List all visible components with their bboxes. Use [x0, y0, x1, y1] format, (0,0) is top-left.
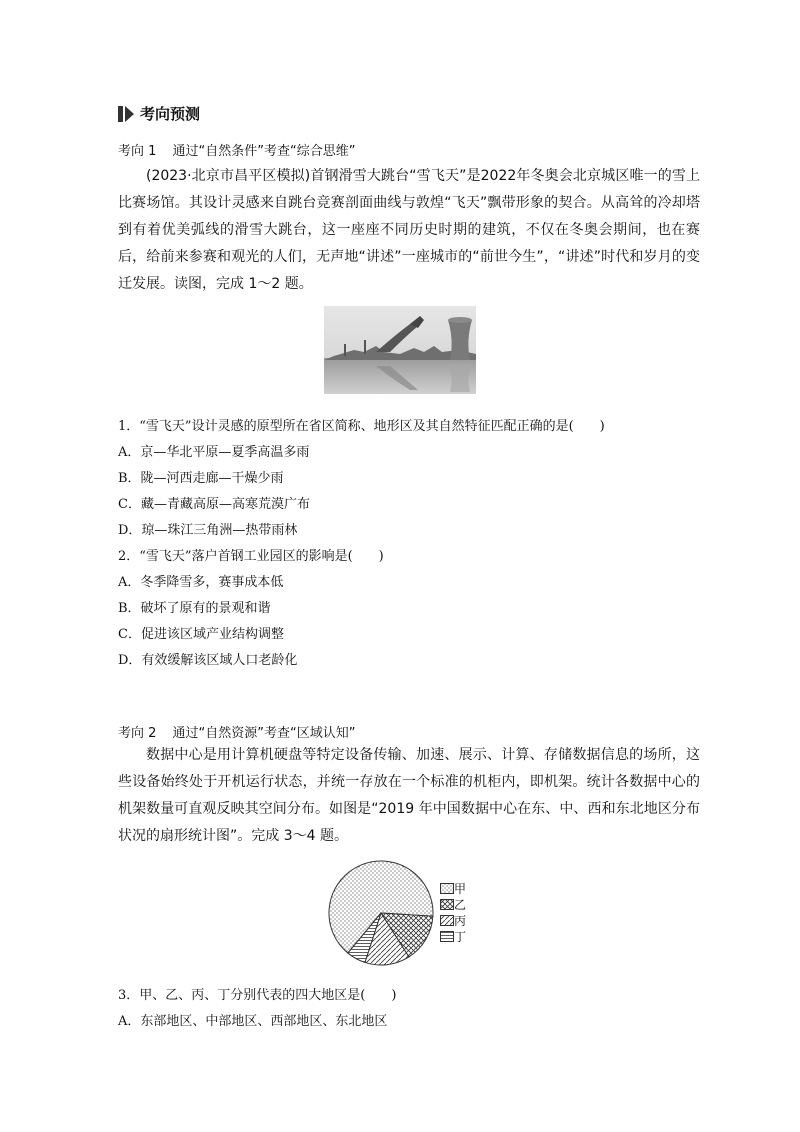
ski-jump-photo-image: [324, 306, 476, 394]
legend-item-yi: [440, 896, 466, 912]
legend-label-bing: 丙: [454, 913, 467, 928]
ski-jump-photo: [324, 306, 476, 394]
question-1-option-d: D．琼—珠江三角洲—热带雨林: [118, 523, 298, 538]
question-2-option-d: D．有效缓解该区域人口老龄化: [118, 653, 298, 668]
question-3-option-a: A．东部地区、中部地区、西部地区、东北地区: [118, 1014, 388, 1029]
pie-legend: [440, 880, 466, 944]
question-2-option-c: C．促进该区域产业结构调整: [118, 627, 284, 642]
legend-label-ding: 丁: [454, 929, 467, 944]
question-1-stem: 1．“雪飞天”设计灵感的原型所在省区简称、地形区及其自然特征匹配正确的是( ): [118, 419, 605, 434]
topic-2-label: 考向 2: [118, 726, 157, 741]
legend-swatch-jia: [440, 883, 454, 894]
question-2-option-b: B．破坏了原有的景观和谐: [118, 601, 271, 616]
question-2-stem: 2．“雪飞天”落户首钢工业园区的影响是( ): [118, 549, 384, 564]
section-marker-icon: [118, 106, 134, 122]
question-1-option-c: C．藏—青藏高原—高寒荒漠广布: [118, 497, 310, 512]
legend-swatch-yi: [440, 899, 454, 910]
question-2-option-a: A．冬季降雪多，赛事成本低: [118, 575, 284, 590]
legend-label-yi: 乙: [454, 897, 467, 912]
topic-2-heading: [118, 722, 356, 741]
legend-label-jia: 甲: [454, 881, 467, 896]
question-3-stem: 3．甲、乙、丙、丁分别代表的四大地区是( ): [118, 988, 397, 1003]
topic-1-heading: [118, 140, 356, 159]
question-1-option-a: A．京—华北平原—夏季高温多雨: [118, 445, 310, 460]
passage-1: (2023·北京市昌平区模拟)首钢滑雪大跳台“雪飞天”是2022年冬奥会北京城区唯一的雪上比赛场馆。其设计灵感来自跳台竞赛剖面曲线与敦煌“飞天”飘带形象的契合。从高耸的冷却塔到有着优美弧线的滑雪大跳台，这一座座不同历史时期的建筑，不仅在冬奥会期间，也在赛后，给前来参赛和观光的人们，无声地“讲述”一座城市的“前世今生”，“讲述”时代和岁月的变迁发展。读图，完成 1～2 题。: [118, 168, 700, 292]
legend-item-ding: [440, 928, 466, 944]
topic-1-label: 考向 1: [118, 144, 157, 159]
question-1-option-b: B．陇—河西走廊—干燥少雨: [118, 471, 284, 486]
section-title: 考向预测: [140, 105, 201, 123]
passage-2: 数据中心是用计算机硬盘等特定设备传输、加速、展示、计算、存储数据信息的场所，这些设备始终处于开机运行状态，并统一存放在一个标准的机柜内，即机架。统计各数据中心的机架数量可直观反映其空间分布。如图是“2019 年中国数据中心在东、中、西和东北地区分布状况的扇形统计图”。完成 3～4 题。: [118, 747, 700, 844]
legend-swatch-bing: [440, 915, 454, 926]
legend-swatch-ding: [440, 931, 454, 942]
legend-item-jia: [440, 880, 466, 896]
pie-chart-svg: [326, 858, 436, 968]
topic-2-title: 通过“自然资源”考查“区域认知”: [172, 726, 356, 741]
topic-1-title: 通过“自然条件”考查“综合思维”: [172, 144, 356, 159]
section-header: [118, 103, 200, 124]
legend-item-bing: [440, 912, 466, 928]
